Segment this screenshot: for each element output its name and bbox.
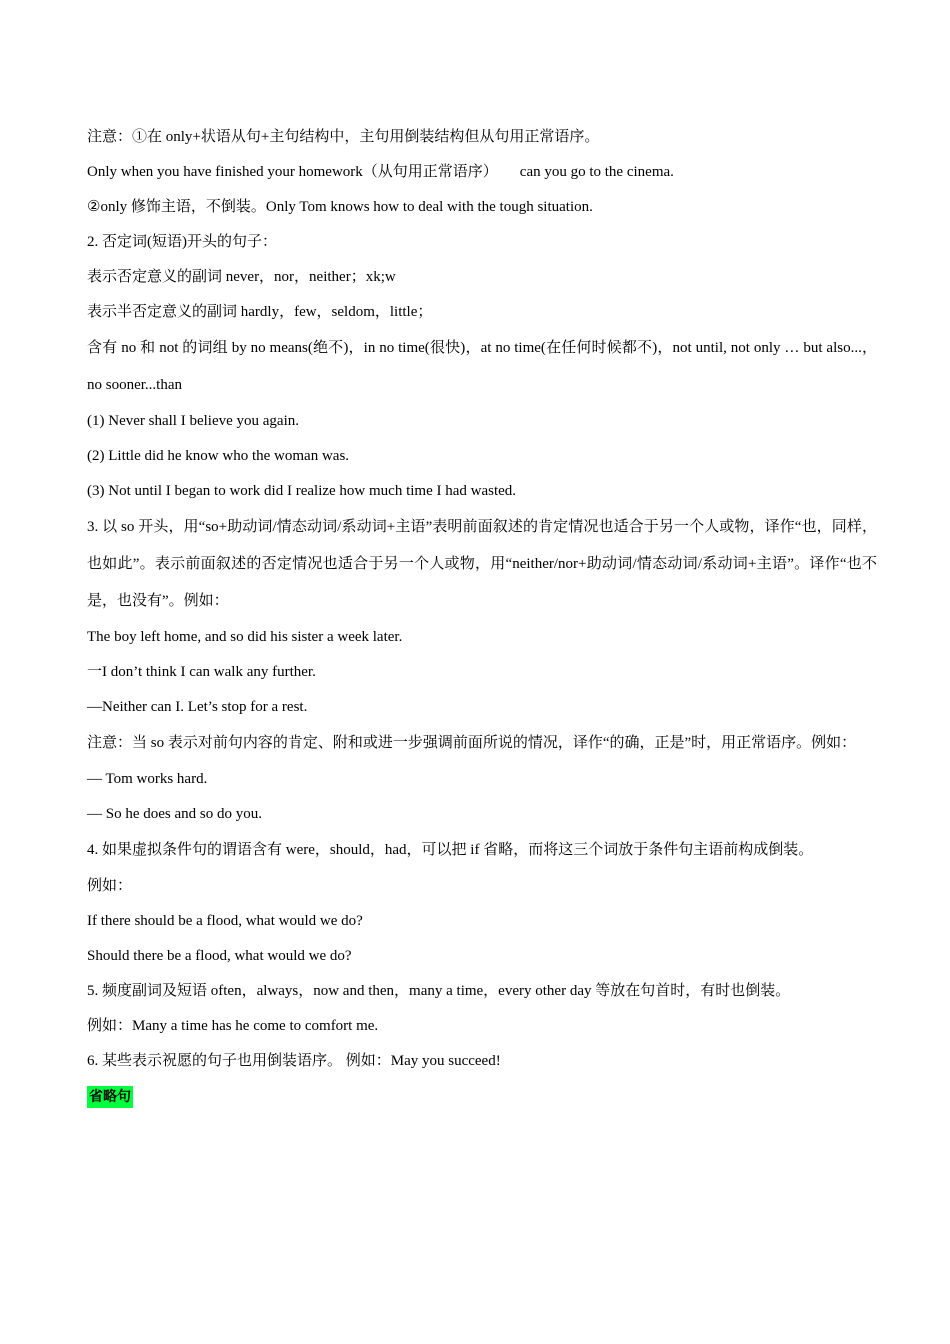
dialogue-line-3: — Tom works hard. — [87, 771, 208, 787]
example-only-when — [87, 155, 877, 190]
negative-phrases: 含有 no 和 not 的词组 by no means(绝不)，in no time(很快)，at no time(在任何时候都不)，not until, not only … but also...，no sooner...than — [87, 340, 877, 393]
dialogue-line-4: — So he does and so do you. — [87, 806, 262, 822]
note-only-subject: ②only 修饰主语，不倒装。Only Tom knows how to deal with the tough situation. — [87, 199, 593, 215]
note-only-clause: 注意：①在 only+状语从句+主句结构中，主句用倒装结构但从句用正常语序。 — [87, 129, 600, 145]
example-3: (3) Not until I began to work did I realize how much time I had wasted. — [87, 483, 517, 499]
example-if-flood: If there should be a flood, what would we do? — [87, 913, 363, 929]
section-3-paragraph: 3. 以 so 开头，用“so+助动词/情态动词/系动词+主语”表明前面叙述的肯定情况也适合于另一个人或物，译作“也，同样，也如此”。表示前面叙述的否定情况也适合于另一个人或物，用“neither/nor+助动词/情态动词/系动词+主语”。译作“也不是，也没有”。例如： — [87, 519, 877, 609]
semi-negative-adverbs: 表示半否定意义的副词 hardly，few，seldom，little； — [87, 304, 433, 320]
example-so-did: The boy left home, and so did his sister a week later. — [87, 629, 403, 645]
example-label: 例如： — [87, 878, 133, 894]
section-2-heading: 2. 否定词(短语)开头的句子： — [87, 234, 277, 250]
section-5-paragraph: 5. 频度副词及短语 often，always，now and then，many a time，every other day 等放在句首时，有时也倒装。 — [87, 983, 791, 999]
section-6-paragraph: 6. 某些表示祝愿的句子也用倒装语序。 例如：May you succeed! — [87, 1053, 501, 1069]
negative-adverbs: 表示否定意义的副词 never，nor，neither；xk;w — [87, 269, 396, 285]
example-1: (1) Never shall I believe you again. — [87, 413, 299, 429]
ellipsis-heading-row — [87, 1079, 877, 1114]
dialogue-line-1: 一I don’t think I can walk any further. — [87, 664, 316, 680]
document-body — [87, 120, 877, 1114]
example-should-flood: Should there be a flood, what would we do? — [87, 948, 352, 964]
dialogue-line-2: —Neither can I. Let’s stop for a rest. — [87, 699, 308, 715]
ellipsis-heading: 省略句 — [87, 1086, 133, 1108]
example-only-when-part2: can you go to the cinema. — [519, 164, 674, 180]
example-only-when-part1: Only when you have finished your homework（从句用正常语序） — [87, 164, 498, 180]
note-so-affirmation: 注意：当 so 表示对前句内容的肯定、附和或进一步强调前面所说的情况，译作“的确，正是”时，用正常语序。例如： — [87, 735, 857, 751]
example-2: (2) Little did he know who the woman was. — [87, 448, 350, 464]
section-4-paragraph: 4. 如果虚拟条件句的谓语含有 were，should，had，可以把 if 省略，而将这三个词放于条件句主语前构成倒装。 — [87, 842, 814, 858]
example-many-a-time: 例如：Many a time has he come to comfort me. — [87, 1018, 379, 1034]
